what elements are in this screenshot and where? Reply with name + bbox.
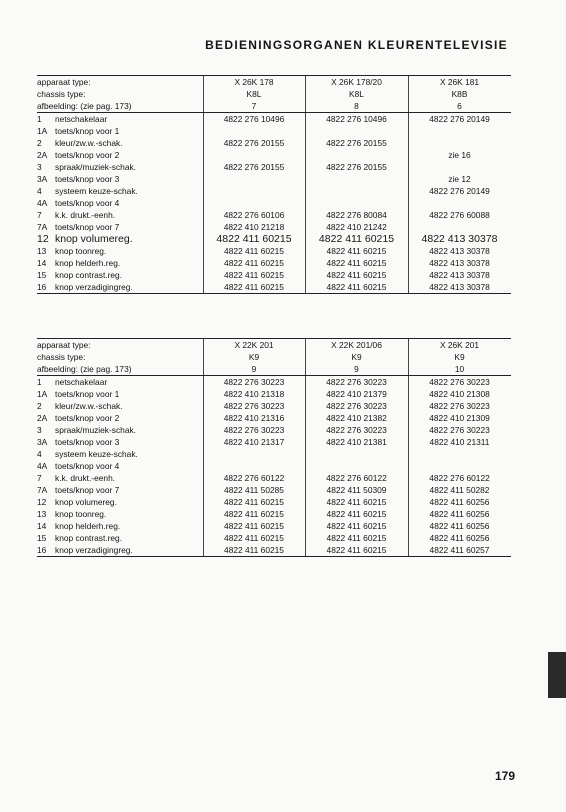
part-number: 14 bbox=[37, 258, 47, 268]
table-row bbox=[37, 400, 511, 412]
part-number: 4 bbox=[37, 449, 42, 459]
table-row bbox=[37, 209, 511, 221]
part-name: systeem keuze-schak. bbox=[55, 186, 138, 196]
part-number: 3A bbox=[37, 437, 48, 447]
column-divider bbox=[305, 76, 306, 112]
part-code-cell: 4822 413 30378 bbox=[421, 233, 498, 245]
part-code-cell: 4822 410 21316 bbox=[223, 413, 285, 423]
part-code-cell: 4822 411 60215 bbox=[326, 521, 387, 531]
part-name: toets/knop voor 2 bbox=[55, 150, 120, 160]
part-code-cell: 4822 411 50282 bbox=[429, 485, 490, 495]
part-code-cell: 4822 276 30223 bbox=[326, 425, 387, 435]
part-code-cell: 4822 276 80084 bbox=[326, 210, 387, 220]
part-label bbox=[37, 185, 203, 197]
part-code-cell: 4822 411 60215 bbox=[326, 497, 387, 507]
part-name: knop helderh.reg. bbox=[55, 258, 121, 268]
part-code-cell bbox=[203, 185, 305, 197]
part-name: kleur/zw.w.-schak. bbox=[55, 401, 123, 411]
header-cell: K8L bbox=[246, 89, 262, 99]
table-row bbox=[37, 544, 511, 556]
part-code-cell bbox=[305, 125, 408, 137]
column-divider bbox=[408, 76, 409, 112]
table-row bbox=[37, 125, 511, 137]
table-row bbox=[37, 233, 511, 245]
part-number: 12 bbox=[37, 497, 47, 507]
part-number: 1 bbox=[37, 377, 42, 387]
part-code-cell: 4822 276 10496 bbox=[223, 114, 285, 124]
part-label bbox=[37, 221, 203, 233]
table-header bbox=[37, 338, 511, 376]
part-label bbox=[37, 376, 203, 388]
part-name: toets/knop voor 7 bbox=[55, 485, 120, 495]
part-label bbox=[37, 460, 203, 472]
part-label bbox=[37, 173, 203, 185]
column-divider bbox=[203, 76, 204, 112]
part-code-cell: 4822 276 30223 bbox=[326, 401, 387, 411]
part-name: netschakelaar bbox=[55, 114, 108, 124]
header-cell: K8B bbox=[451, 89, 468, 99]
part-code-cell: 4822 276 30223 bbox=[429, 401, 490, 411]
table-row bbox=[37, 388, 511, 400]
table-row bbox=[37, 460, 511, 472]
header-cell: 6 bbox=[457, 101, 462, 111]
part-code-cell: 4822 276 20149 bbox=[429, 186, 490, 196]
part-code-cell bbox=[305, 149, 408, 161]
part-code-cell bbox=[408, 137, 511, 149]
part-code-cell bbox=[408, 197, 511, 209]
column-divider bbox=[408, 376, 409, 556]
part-number: 13 bbox=[37, 246, 47, 256]
part-number: 14 bbox=[37, 521, 47, 531]
part-name: knop toonreg. bbox=[55, 246, 107, 256]
table-row bbox=[37, 532, 511, 544]
part-number: 1A bbox=[37, 126, 48, 136]
part-code-cell bbox=[203, 149, 305, 161]
part-code-cell: 4822 410 21382 bbox=[326, 413, 387, 423]
section-tab-marker bbox=[548, 652, 566, 698]
part-name: systeem keuze-schak. bbox=[55, 449, 138, 459]
part-label bbox=[37, 400, 203, 412]
header-row bbox=[37, 339, 511, 351]
header-cell: X 22K 201 bbox=[234, 340, 274, 350]
header-cell: X 26K 178/20 bbox=[331, 77, 382, 87]
part-label bbox=[37, 448, 203, 460]
part-code-cell: 4822 276 20149 bbox=[429, 114, 490, 124]
part-code-cell: 4822 413 30378 bbox=[429, 258, 490, 268]
part-name: kleur/zw.w.-schak. bbox=[55, 138, 123, 148]
part-code-cell bbox=[305, 185, 408, 197]
part-number: 13 bbox=[37, 509, 47, 519]
table-row bbox=[37, 424, 511, 436]
part-code-cell: 4822 411 60215 bbox=[224, 521, 284, 531]
header-cell: X 26K 181 bbox=[439, 77, 480, 87]
header-cell: X 26K 178 bbox=[234, 77, 274, 87]
part-number: 15 bbox=[37, 533, 47, 543]
part-label bbox=[37, 388, 203, 400]
part-code-cell: 4822 276 60122 bbox=[223, 473, 285, 483]
header-cell: 9 bbox=[354, 364, 359, 374]
part-number: 12 bbox=[37, 233, 49, 245]
part-name: toets/knop voor 1 bbox=[55, 389, 120, 399]
header-cell: K9 bbox=[454, 352, 465, 362]
header-cell: K8L bbox=[349, 89, 364, 99]
part-name: knop volumereg. bbox=[55, 233, 133, 245]
part-code-cell: 4822 276 30223 bbox=[223, 401, 285, 411]
part-label bbox=[37, 161, 203, 173]
header-cell: X 26K 201 bbox=[439, 340, 480, 350]
column-divider bbox=[408, 113, 409, 293]
part-code-cell: zie 12 bbox=[448, 174, 471, 184]
table-row bbox=[37, 472, 511, 484]
part-code-cell: 4822 276 30223 bbox=[326, 377, 387, 387]
part-code-cell: 4822 411 60215 bbox=[224, 545, 284, 555]
table-row bbox=[37, 173, 511, 185]
column-divider bbox=[408, 339, 409, 375]
header-row bbox=[37, 100, 511, 112]
part-code-cell: 4822 276 30223 bbox=[223, 425, 285, 435]
table-body bbox=[37, 113, 511, 294]
table-row bbox=[37, 221, 511, 233]
header-label: afbeelding: (zie pag. 173) bbox=[37, 101, 132, 111]
column-divider bbox=[305, 339, 306, 375]
header-label: apparaat type: bbox=[37, 340, 91, 350]
part-name: knop contrast.reg. bbox=[55, 533, 123, 543]
part-code-cell: 4822 411 60215 bbox=[224, 282, 284, 292]
table-row bbox=[37, 257, 511, 269]
part-code-cell: 4822 276 30223 bbox=[223, 377, 285, 387]
part-code-cell bbox=[203, 173, 305, 185]
part-code-cell: 4822 411 50285 bbox=[224, 485, 284, 495]
part-code-cell bbox=[203, 125, 305, 137]
part-label bbox=[37, 281, 203, 293]
table-row bbox=[37, 149, 511, 161]
header-cell: 7 bbox=[251, 101, 257, 111]
header-cell: K9 bbox=[248, 352, 260, 362]
part-number: 4A bbox=[37, 198, 48, 208]
header-cell: K9 bbox=[351, 352, 362, 362]
part-code-cell: 4822 411 60215 bbox=[216, 233, 292, 245]
part-code-cell: 4822 411 60215 bbox=[326, 282, 387, 292]
parts-table-1 bbox=[37, 75, 511, 294]
part-code-cell: 4822 411 60215 bbox=[326, 258, 387, 268]
header-cell: 10 bbox=[454, 364, 465, 374]
column-divider bbox=[305, 113, 306, 293]
part-number: 16 bbox=[37, 282, 47, 292]
header-row bbox=[37, 88, 511, 100]
part-code-cell: 4822 413 30378 bbox=[429, 246, 490, 256]
header-row bbox=[37, 363, 511, 375]
part-name: toets/knop voor 7 bbox=[55, 222, 120, 232]
part-number: 3 bbox=[37, 162, 42, 172]
part-code-cell: 4822 411 60215 bbox=[326, 533, 387, 543]
part-code-cell: 4822 411 60215 bbox=[224, 533, 284, 543]
table-row bbox=[37, 113, 511, 125]
part-code-cell: 4822 276 20155 bbox=[223, 138, 285, 148]
table-body bbox=[37, 376, 511, 557]
table-row bbox=[37, 496, 511, 508]
part-name: spraak/muziek-schak. bbox=[55, 425, 136, 435]
part-label bbox=[37, 245, 203, 257]
part-code-cell: 4822 411 60215 bbox=[224, 246, 284, 256]
part-code-cell: 4822 410 21309 bbox=[429, 413, 490, 423]
part-code-cell: 4822 410 21318 bbox=[223, 389, 285, 399]
column-divider bbox=[203, 339, 204, 375]
part-code-cell: 4822 276 60122 bbox=[326, 473, 387, 483]
part-code-cell: 4822 413 30378 bbox=[429, 282, 490, 292]
part-label bbox=[37, 472, 203, 484]
column-divider bbox=[203, 376, 204, 556]
part-code-cell: 4822 411 60256 bbox=[429, 509, 490, 519]
part-code-cell bbox=[408, 125, 511, 137]
table-row bbox=[37, 269, 511, 281]
part-label bbox=[37, 149, 203, 161]
part-label bbox=[37, 508, 203, 520]
part-code-cell: 4822 411 60215 bbox=[326, 246, 387, 256]
part-code-cell bbox=[203, 448, 305, 460]
column-divider bbox=[305, 376, 306, 556]
part-number: 16 bbox=[37, 545, 47, 555]
header-label: chassis type: bbox=[37, 352, 86, 362]
part-number: 7A bbox=[37, 485, 48, 495]
header-label: apparaat type: bbox=[37, 77, 91, 87]
part-name: k.k. drukt.-eenh. bbox=[55, 473, 116, 483]
part-label bbox=[37, 436, 203, 448]
part-number: 1 bbox=[37, 114, 42, 124]
part-code-cell bbox=[305, 173, 408, 185]
table-row bbox=[37, 137, 511, 149]
part-label bbox=[37, 412, 203, 424]
part-label bbox=[37, 125, 203, 137]
part-code-cell bbox=[408, 460, 511, 472]
part-code-cell: 4822 411 50309 bbox=[326, 485, 387, 495]
part-code-cell bbox=[305, 197, 408, 209]
part-name: toets/knop voor 4 bbox=[55, 198, 120, 208]
parts-table-2 bbox=[37, 338, 511, 557]
part-code-cell: 4822 410 21311 bbox=[429, 437, 490, 447]
part-code-cell: 4822 410 21242 bbox=[326, 222, 387, 232]
header-label: afbeelding: (zie pag. 173) bbox=[37, 364, 132, 374]
table-header bbox=[37, 75, 511, 113]
part-code-cell bbox=[408, 448, 511, 460]
part-name: knop helderh.reg. bbox=[55, 521, 121, 531]
part-code-cell: 4822 411 60215 bbox=[224, 509, 284, 519]
part-number: 4A bbox=[37, 461, 48, 471]
part-code-cell: 4822 413 30378 bbox=[429, 270, 490, 280]
page-number: 179 bbox=[495, 769, 516, 783]
header-row bbox=[37, 76, 511, 88]
part-name: knop verzadigingreg. bbox=[55, 545, 133, 555]
part-label bbox=[37, 233, 203, 245]
part-label bbox=[37, 113, 203, 125]
part-code-cell: 4822 411 60215 bbox=[224, 258, 284, 268]
part-number: 2A bbox=[37, 413, 48, 423]
part-number: 2A bbox=[37, 150, 48, 160]
part-code-cell: 4822 276 60106 bbox=[223, 210, 285, 220]
part-code-cell: 4822 276 60088 bbox=[429, 210, 490, 220]
part-label bbox=[37, 209, 203, 221]
part-code-cell: 4822 276 20155 bbox=[326, 162, 387, 172]
part-code-cell: 4822 411 60215 bbox=[326, 270, 387, 280]
part-label bbox=[37, 532, 203, 544]
part-code-cell: zie 16 bbox=[448, 150, 471, 160]
part-code-cell: 4822 410 21308 bbox=[429, 389, 490, 399]
part-name: netschakelaar bbox=[55, 377, 108, 387]
part-code-cell bbox=[305, 460, 408, 472]
part-code-cell bbox=[203, 460, 305, 472]
part-label bbox=[37, 496, 203, 508]
part-number: 4 bbox=[37, 186, 42, 196]
header-row bbox=[37, 351, 511, 363]
part-code-cell: 4822 276 30223 bbox=[429, 377, 490, 387]
part-label bbox=[37, 520, 203, 532]
part-code-cell: 4822 276 60122 bbox=[429, 473, 490, 483]
part-code-cell: 4822 411 60256 bbox=[429, 533, 490, 543]
part-label bbox=[37, 137, 203, 149]
header-cell: X 22K 201/06 bbox=[331, 340, 382, 350]
part-code-cell bbox=[408, 221, 511, 233]
part-code-cell bbox=[305, 448, 408, 460]
table-row bbox=[37, 161, 511, 173]
part-name: toets/knop voor 3 bbox=[55, 437, 120, 447]
part-number: 7 bbox=[37, 210, 42, 220]
part-name: knop verzadigingreg. bbox=[55, 282, 133, 292]
part-name: toets/knop voor 4 bbox=[55, 461, 120, 471]
part-code-cell: 4822 411 60256 bbox=[429, 521, 490, 531]
part-label bbox=[37, 544, 203, 556]
part-name: knop contrast.reg. bbox=[55, 270, 123, 280]
part-label bbox=[37, 269, 203, 281]
part-code-cell: 4822 411 60215 bbox=[318, 233, 395, 245]
table-row bbox=[37, 281, 511, 293]
page-title: BEDIENINGSORGANEN KLEURENTELEVISIE bbox=[205, 38, 508, 52]
part-number: 3A bbox=[37, 174, 48, 184]
part-number: 1A bbox=[37, 389, 48, 399]
table-row bbox=[37, 197, 511, 209]
part-name: knop volumereg. bbox=[55, 497, 117, 507]
part-code-cell: 4822 411 60215 bbox=[224, 497, 284, 507]
part-number: 3 bbox=[37, 425, 42, 435]
part-name: spraak/muziek-schak. bbox=[55, 162, 136, 172]
part-code-cell: 4822 411 60215 bbox=[326, 509, 387, 519]
table-row bbox=[37, 185, 511, 197]
part-code-cell: 4822 411 60256 bbox=[429, 497, 490, 507]
part-code-cell: 4822 276 20155 bbox=[326, 138, 387, 148]
header-label: chassis type: bbox=[37, 89, 86, 99]
part-code-cell: 4822 410 21379 bbox=[326, 389, 387, 399]
table-row bbox=[37, 376, 511, 388]
part-label bbox=[37, 424, 203, 436]
header-cell: 9 bbox=[251, 364, 257, 374]
part-name: knop toonreg. bbox=[55, 509, 107, 519]
part-code-cell: 4822 410 21218 bbox=[223, 222, 285, 232]
part-number: 15 bbox=[37, 270, 47, 280]
part-name: k.k. drukt.-eenh. bbox=[55, 210, 116, 220]
table-row bbox=[37, 448, 511, 460]
column-divider bbox=[203, 113, 204, 293]
part-code-cell: 4822 411 60257 bbox=[429, 545, 490, 555]
part-name: toets/knop voor 2 bbox=[55, 413, 120, 423]
part-code-cell: 4822 276 20155 bbox=[223, 162, 285, 172]
part-code-cell bbox=[203, 197, 305, 209]
part-code-cell: 4822 276 30223 bbox=[429, 425, 490, 435]
table-row bbox=[37, 508, 511, 520]
part-number: 7 bbox=[37, 473, 42, 483]
part-label bbox=[37, 484, 203, 496]
part-number: 2 bbox=[37, 401, 42, 411]
table-row bbox=[37, 436, 511, 448]
part-name: toets/knop voor 3 bbox=[55, 174, 120, 184]
part-label bbox=[37, 257, 203, 269]
part-code-cell: 4822 410 21317 bbox=[223, 437, 285, 447]
part-code-cell: 4822 411 60215 bbox=[326, 545, 387, 555]
part-code-cell: 4822 410 21381 bbox=[326, 437, 387, 447]
table-row bbox=[37, 520, 511, 532]
part-name: toets/knop voor 1 bbox=[55, 126, 120, 136]
header-cell: 8 bbox=[354, 101, 359, 111]
part-code-cell bbox=[408, 161, 511, 173]
part-number: 7A bbox=[37, 222, 48, 232]
part-code-cell: 4822 411 60215 bbox=[224, 270, 284, 280]
part-label bbox=[37, 197, 203, 209]
part-number: 2 bbox=[37, 138, 42, 148]
table-row bbox=[37, 484, 511, 496]
table-row bbox=[37, 412, 511, 424]
table-row bbox=[37, 245, 511, 257]
part-code-cell: 4822 276 10496 bbox=[326, 114, 387, 124]
